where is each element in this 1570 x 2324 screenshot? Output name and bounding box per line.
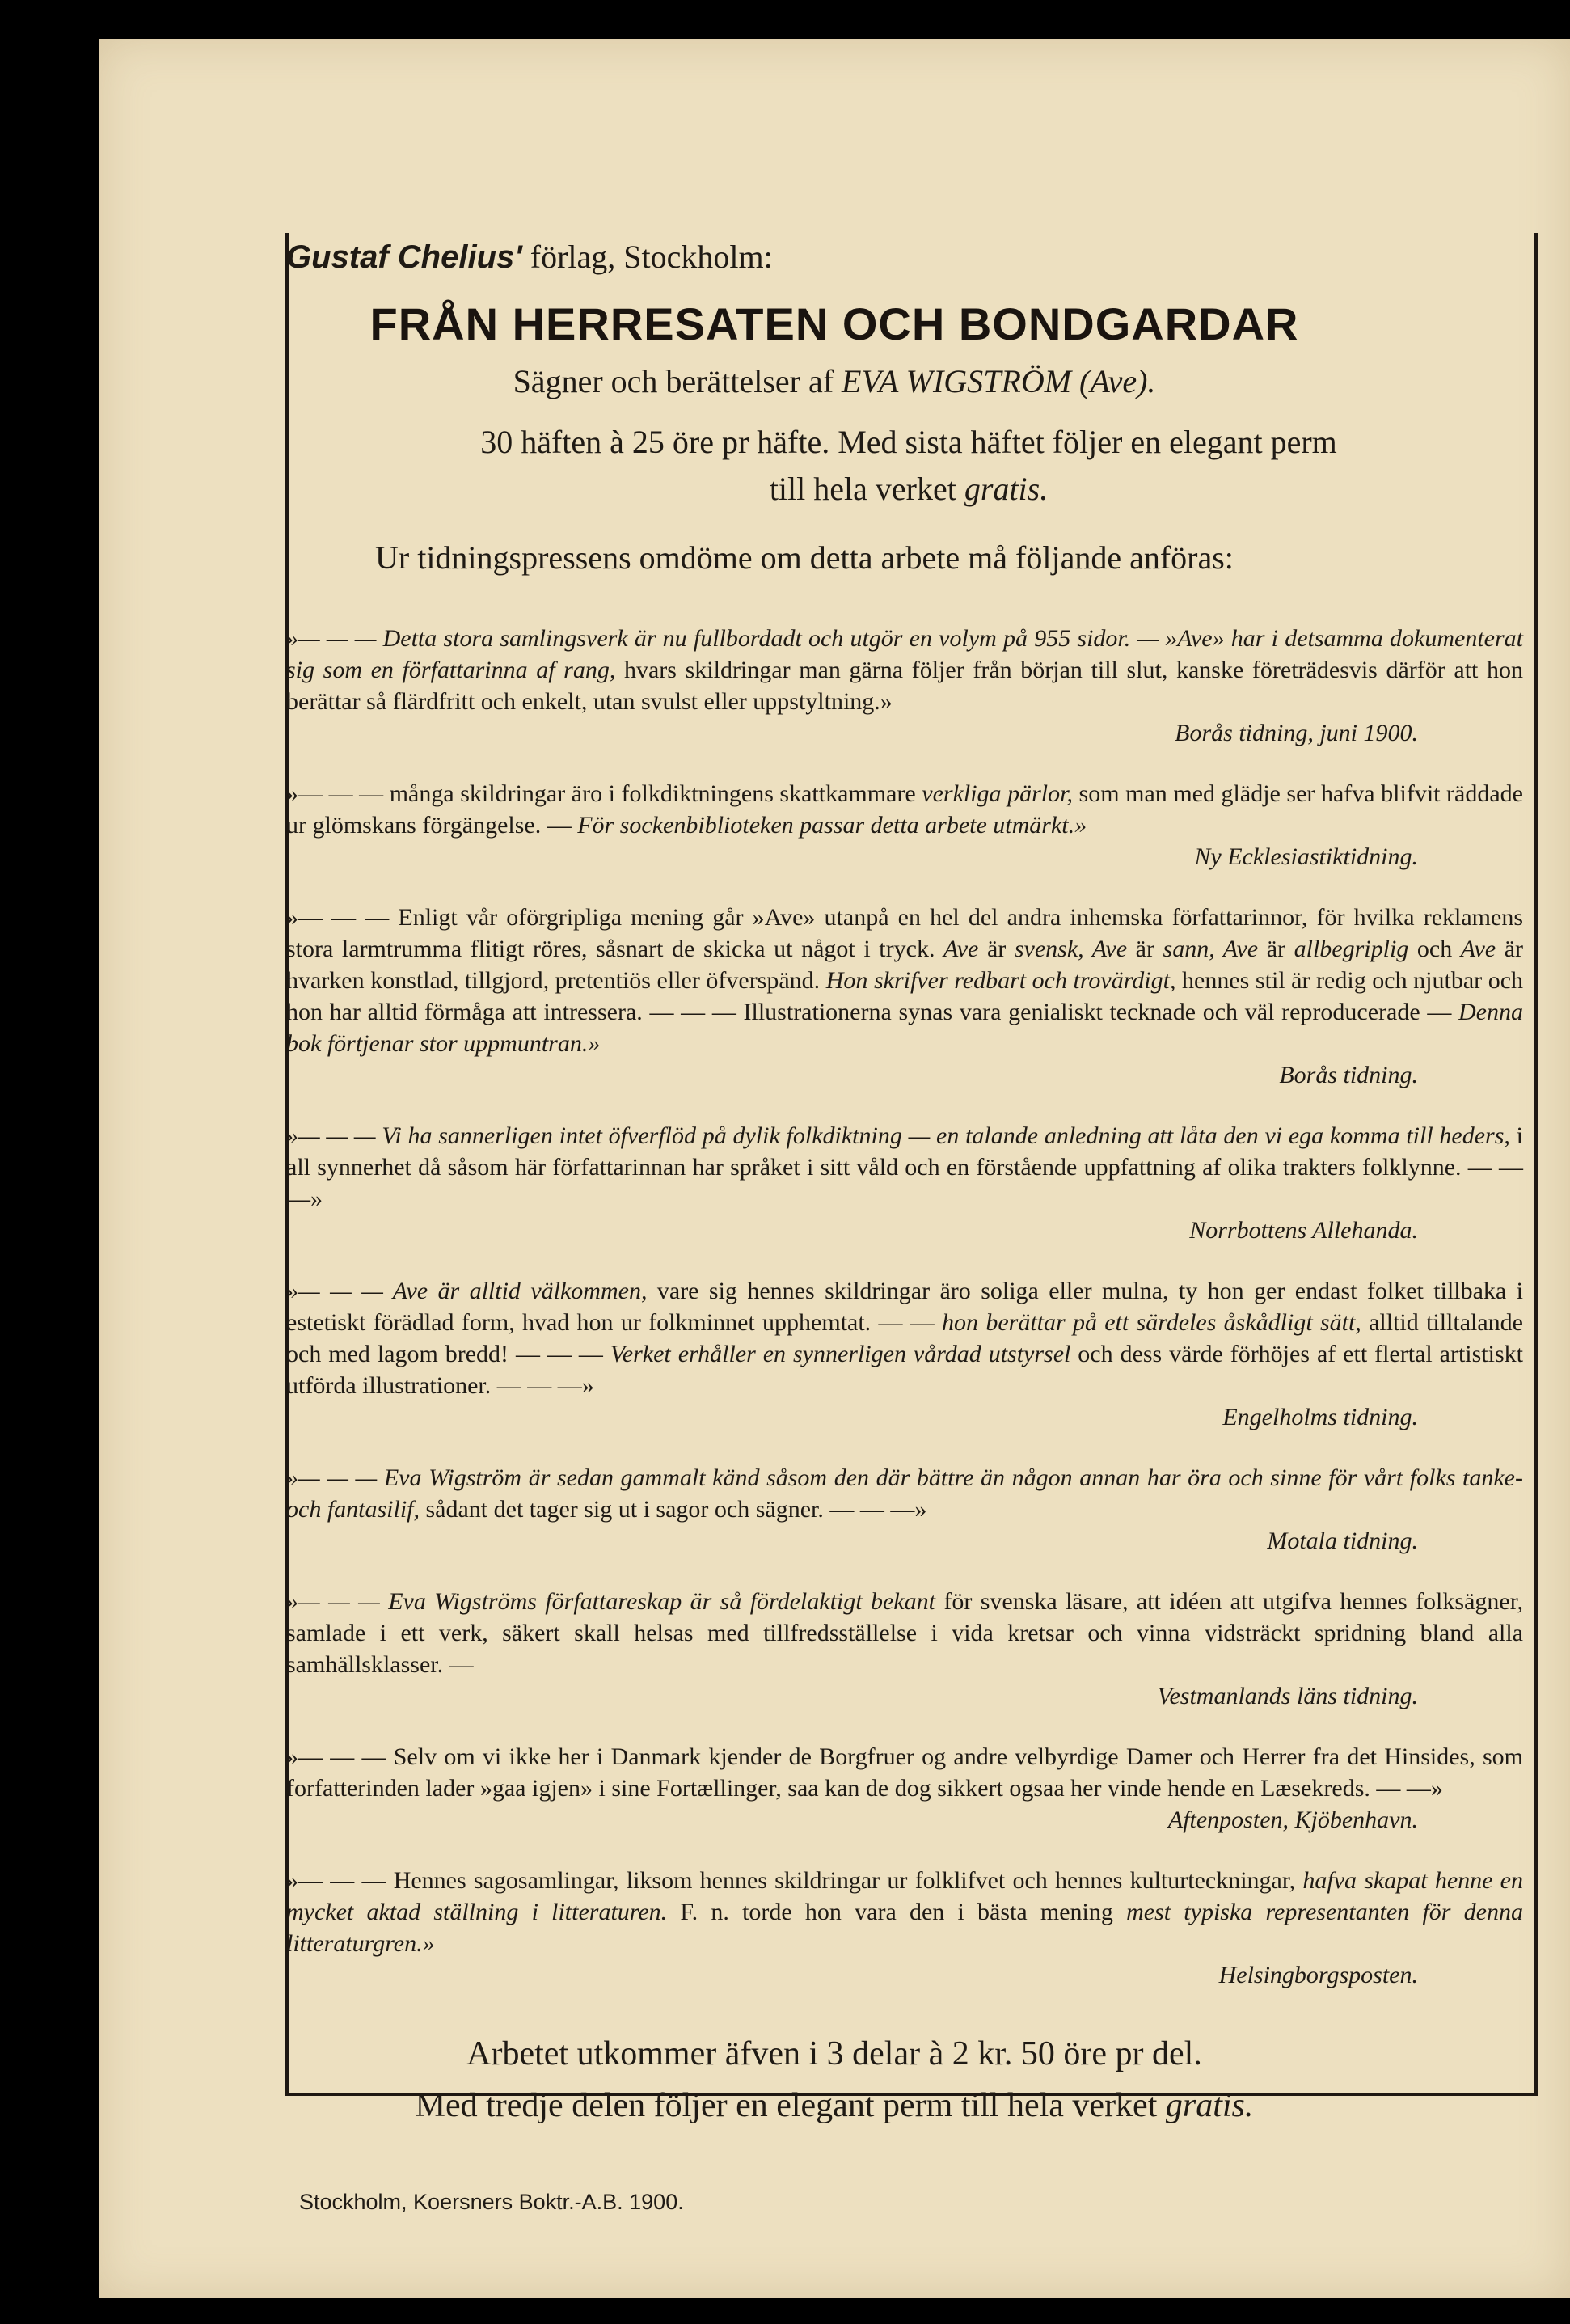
review-source: Ny Ecklesiastiktidning. [1194, 843, 1418, 870]
review-text: är [1258, 936, 1294, 962]
review-source: Vestmanlands läns tidning. [1157, 1683, 1418, 1709]
offer-line1: 30 häften à 25 öre pr häfte. Med sista häftet följer en elegant perm [480, 424, 1337, 460]
review-source: Engelholms tidning. [1222, 1404, 1418, 1430]
book-subtitle [99, 362, 1570, 400]
review-text: »— — — Hennes sagosamlingar, liksom hennes skildringar ur folklifvet och hennes kulturteckningar, [286, 1867, 1303, 1894]
review-text: Ave [943, 936, 979, 962]
offer [286, 419, 1531, 513]
review-ecklesiastik [286, 778, 1523, 873]
footer-offer-line2: Med tredje delen följer en elegant perm till hela verket [415, 2087, 1158, 2124]
review-source: Motala tidning. [1267, 1528, 1418, 1554]
review-text: som man med glädje ser hafva blifvit räddade ur glömskans förgängelse. — [286, 780, 1523, 839]
review-text: Verket erhåller en synnerligen vårdad utstyrsel [610, 1341, 1071, 1367]
page-content [99, 39, 1570, 2298]
review-text: Ave [1460, 936, 1496, 962]
review-bt-1 [286, 623, 1523, 749]
review-text: är hvarken konstlad, tillgjord, pretentiös eller öfverspänd. [286, 936, 1524, 994]
review-text: hafva skapat henne en mycket aktad ställning i litteraturen. [286, 1867, 1523, 1925]
press-intro: Ur tidningspressens omdöme om detta arbete må följande anföras: [375, 539, 1234, 576]
review-text: »— — — Eva Wigströms författareskap är så fördelaktigt bekant [286, 1588, 935, 1615]
review-text: »— — — Ave är alltid välkommen, [286, 1278, 648, 1304]
review-text: verkliga pärlor, [922, 780, 1073, 807]
review-text: vare sig hennes skildringar äro soliga eller mulna, ty hon ger endast folket tillbaka i estetiskt förädlad form, hvad hon ur folkminnet upphemtat. — — [286, 1278, 1523, 1336]
review-text: hvars skildringar man gärna följer från början till slut, kanske företrädesvis därför att hon berättar så flärdfritt och enkelt, utan svulst eller uppstyltning.» [286, 657, 1524, 715]
review-text: För sockenbiblioteken passar detta arbete utmärkt.» [577, 812, 1087, 839]
review-text: sådant det tager sig ut i sagor och sägner. — — —» [420, 1496, 927, 1523]
review-text: »— — — Vi ha sannerligen intet öfverflöd på dylik folkdiktning — en talande anledning att låta den vi ega komma till heders, [286, 1122, 1510, 1149]
review-text: allbegriplig [1294, 936, 1409, 962]
review-engelholm [286, 1275, 1523, 1433]
review-text: F. n. torde hon vara den i bästa mening [667, 1899, 1127, 1925]
imprint: Stockholm, Koersners Boktr.-A.B. 1900. [299, 2190, 684, 2214]
reviews [286, 623, 1523, 2020]
review-aftenposten [286, 1741, 1523, 1836]
review-text: i all synnerhet då såsom här författarinnan har språket i sitt våld och en förstående uppfattning af olika trakters folklynne. — — —» [286, 1122, 1523, 1212]
review-text: hennes stil är redig och njutbar och hon har alltid förmåga att intressera. — — — Illustrationerna synas vara genialiskt tecknade och väl reproducerade — [286, 967, 1524, 1025]
page [99, 39, 1570, 2298]
subtitle-text: Sägner och berättelser af [513, 363, 834, 399]
review-text: och [1408, 936, 1461, 962]
review-text: är [978, 936, 1015, 962]
review-motala [286, 1462, 1523, 1557]
publisher-line [286, 238, 773, 276]
review-source: Helsingborgsposten. [1218, 1962, 1418, 1988]
offer-line2: till hela verket [769, 471, 956, 507]
review-vestmanland [286, 1586, 1523, 1712]
offer-gratis: gratis. [964, 471, 1049, 507]
offer-line2-wrap [286, 466, 1531, 513]
review-norrbotten [286, 1120, 1523, 1246]
review-text: för svenska läsare, att idéen att utgifva hennes folksägner, samlade i ett verk, säkert skall helsas med tillfredsställelse i vida kretsar och vinna vidsträckt spridning bland alla samhällsklasser. — [286, 1588, 1523, 1678]
review-text: »— — — många skildringar äro i folkdiktningens skattkammare [286, 780, 922, 807]
review-text: sann, Ave [1163, 936, 1259, 962]
review-text: och dess värde förhöjes af ett flertal artistiskt utförda illustrationer. — — —» [286, 1341, 1523, 1399]
footer-offer-gratis: gratis. [1165, 2087, 1254, 2124]
review-source: Norrbottens Allehanda. [1189, 1217, 1418, 1244]
footer-offer-line2-wrap [99, 2080, 1570, 2132]
footer-offer-line1: Arbetet utkommer äfven i 3 delar à 2 kr. 50 öre pr del. [466, 2035, 1202, 2073]
review-text: Hon skrifver redbart och trovärdigt, [825, 967, 1176, 994]
review-text: »— — — Eva Wigström är sedan gammalt känd såsom den där bättre än någon annan har öra och sinne för vårt folks tanke- och fantasilif, [286, 1464, 1523, 1523]
review-text: »— — — Selv om vi ikke her i Danmark kjender de Borgfruer og andre velbyrdige Damer och Herrer fra det Hinsides, som forfatterinden lader »gaa igjen» i sine Fortællinger, saa kan de dog sikkert ogsaa her vinde hende en Læsekreds. — —» [286, 1743, 1523, 1802]
review-source: Borås tidning. [1279, 1062, 1418, 1088]
review-text: svensk, Ave [1014, 936, 1128, 962]
publisher-name: Gustaf Chelius' [286, 239, 522, 275]
review-text: Denna bok förtjenar stor uppmuntran.» [286, 999, 1523, 1057]
review-source: Borås tidning, juni 1900. [1175, 720, 1418, 746]
subtitle-author: EVA WIGSTRÖM (Ave). [842, 363, 1156, 399]
publisher-rest: förlag, Stockholm: [530, 239, 773, 275]
footer-offer [99, 2028, 1570, 2132]
review-text: »— — — Enligt vår oförgripliga mening går »Ave» utanpå en hel del andra inhemska författarinnor, för hvilka reklamens stora larmtrumma flitigt röres, såsnart de skicka ut något i tryck. [286, 904, 1523, 962]
review-text: är [1127, 936, 1163, 962]
review-bt-2 [286, 902, 1523, 1091]
review-source: Aftenposten, Kjöbenhavn. [1167, 1806, 1418, 1833]
review-text: alltid tilltalande och med lagom bredd! — — — [286, 1309, 1523, 1367]
review-text: »— — — Detta stora samlingsverk är nu fullbordadt och utgör en volym på 955 sidor. — »Ave» har i detsamma dokumenterat sig som en författarinna af rang, [286, 625, 1523, 683]
book-title: FRÅN HERRESATEN OCH BONDGARDAR [369, 298, 1299, 349]
review-text: mest typiska representanten för denna litteraturgren.» [286, 1899, 1523, 1957]
review-text: hon berättar på ett särdeles åskådligt sätt, [942, 1309, 1361, 1336]
review-helsingborg [286, 1865, 1523, 1991]
